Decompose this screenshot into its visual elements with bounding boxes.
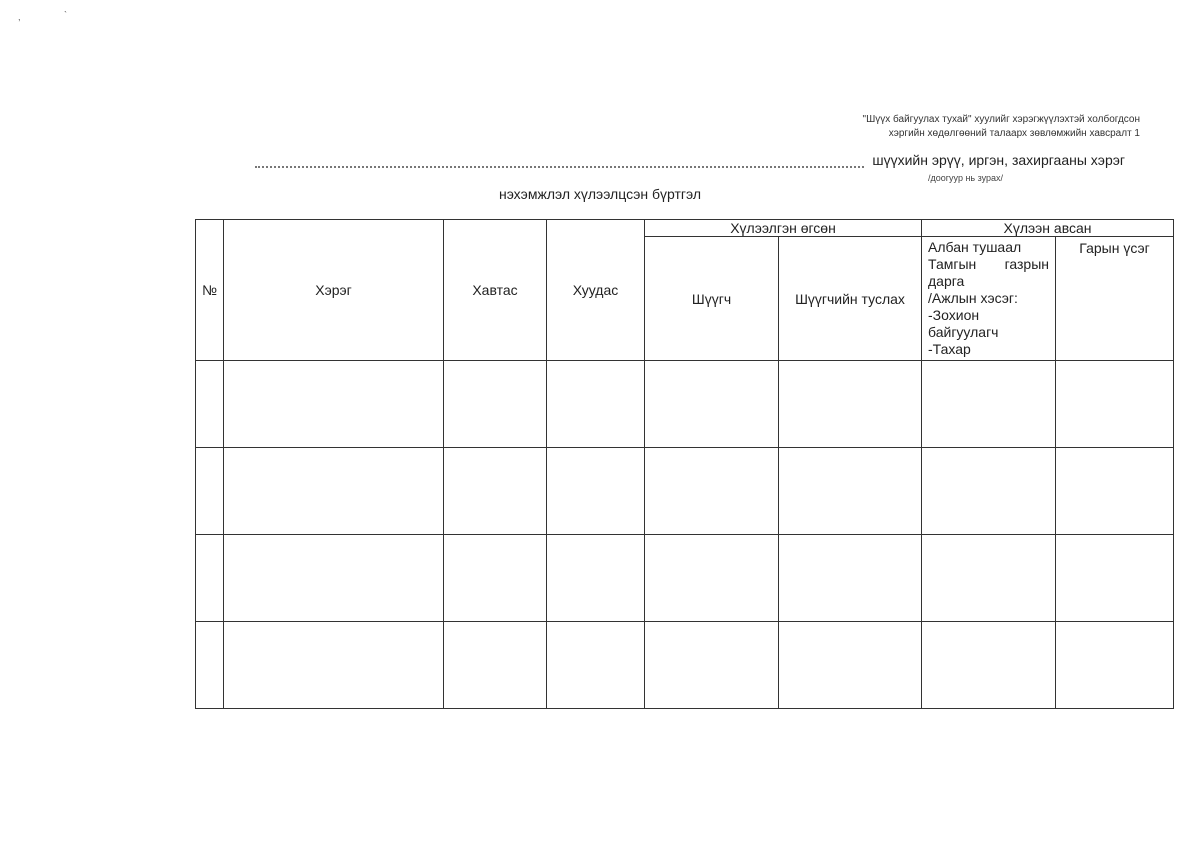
court-label: шүүхийн эрүү, иргэн, захиргааны хэрэг [872,152,1125,168]
cell-signature[interactable] [1056,622,1174,709]
col-judge-assistant-header: Шүүгчийн туслах [779,237,922,361]
cell-judge[interactable] [645,622,779,709]
cell-number[interactable] [196,361,224,448]
form-title: нэхэмжлэл хүлээлцсэн бүртгэл [498,186,702,202]
table-row [196,448,1174,535]
position-line4: /Ажлын хэсэг: [928,290,1018,306]
scan-mark-left: , [18,12,21,22]
table-row [196,535,1174,622]
header-row-groups [196,220,1174,237]
underline-hint: /доогуур нь зурах/ [928,173,1004,183]
scan-mark-right: ` [64,10,67,20]
position-line7: -Тахар [928,341,971,357]
cell-judge[interactable] [645,535,779,622]
cell-judge-assistant[interactable] [779,535,922,622]
col-pages-header: Хуудас [547,220,645,361]
cell-case[interactable] [224,361,444,448]
cell-case[interactable] [224,535,444,622]
registry-table [195,219,1174,709]
cell-folder[interactable] [444,448,547,535]
cell-position[interactable] [922,361,1056,448]
cell-case[interactable] [224,448,444,535]
position-line6: байгуулагч [928,324,999,340]
cell-signature[interactable] [1056,535,1174,622]
cell-number[interactable] [196,535,224,622]
cell-folder[interactable] [444,535,547,622]
position-line2-a: Тамгын [928,256,977,272]
cell-folder[interactable] [444,361,547,448]
cell-folder[interactable] [444,622,547,709]
cell-number[interactable] [196,622,224,709]
court-name-line [255,152,1125,168]
annex-note-line1: "Шүүх байгуулах тухай" хуулийг хэрэгжүүлэхтэй холбогдсон [862,114,1140,125]
cell-number[interactable] [196,448,224,535]
cell-judge-assistant[interactable] [779,448,922,535]
cell-pages[interactable] [547,448,645,535]
annex-note-line2: хэргийн хөдөлгөөний талаарх зөвлөмжийн хавсралт 1 [888,128,1140,139]
table-row [196,622,1174,709]
position-line5: -Зохион [928,307,980,323]
cell-pages[interactable] [547,361,645,448]
cell-judge[interactable] [645,361,779,448]
col-judge-header: Шүүгч [645,237,779,361]
table-row [196,361,1174,448]
cell-judge-assistant[interactable] [779,622,922,709]
position-line1: Албан тушаал [928,239,1022,255]
annex-note [863,113,1140,141]
court-name-blank [255,153,864,168]
group-received-header: Хүлээн авсан [922,220,1174,237]
cell-case[interactable] [224,622,444,709]
cell-signature[interactable] [1056,361,1174,448]
cell-judge[interactable] [645,448,779,535]
group-given-header: Хүлээлгэн өгсөн [645,220,922,237]
col-case-header: Хэрэг [224,220,444,361]
position-line2-b: газрын [1004,256,1050,272]
cell-position[interactable] [922,448,1056,535]
col-position-header [922,237,1056,361]
col-folder-header: Хавтас [444,220,547,361]
position-line3: дарга [928,273,965,289]
cell-pages[interactable] [547,535,645,622]
cell-position[interactable] [922,535,1056,622]
col-signature-header: Гарын үсэг [1056,237,1174,361]
cell-signature[interactable] [1056,448,1174,535]
cell-judge-assistant[interactable] [779,361,922,448]
cell-pages[interactable] [547,622,645,709]
position-line2 [928,256,1049,273]
cell-position[interactable] [922,622,1056,709]
col-number-header: № [196,220,224,361]
